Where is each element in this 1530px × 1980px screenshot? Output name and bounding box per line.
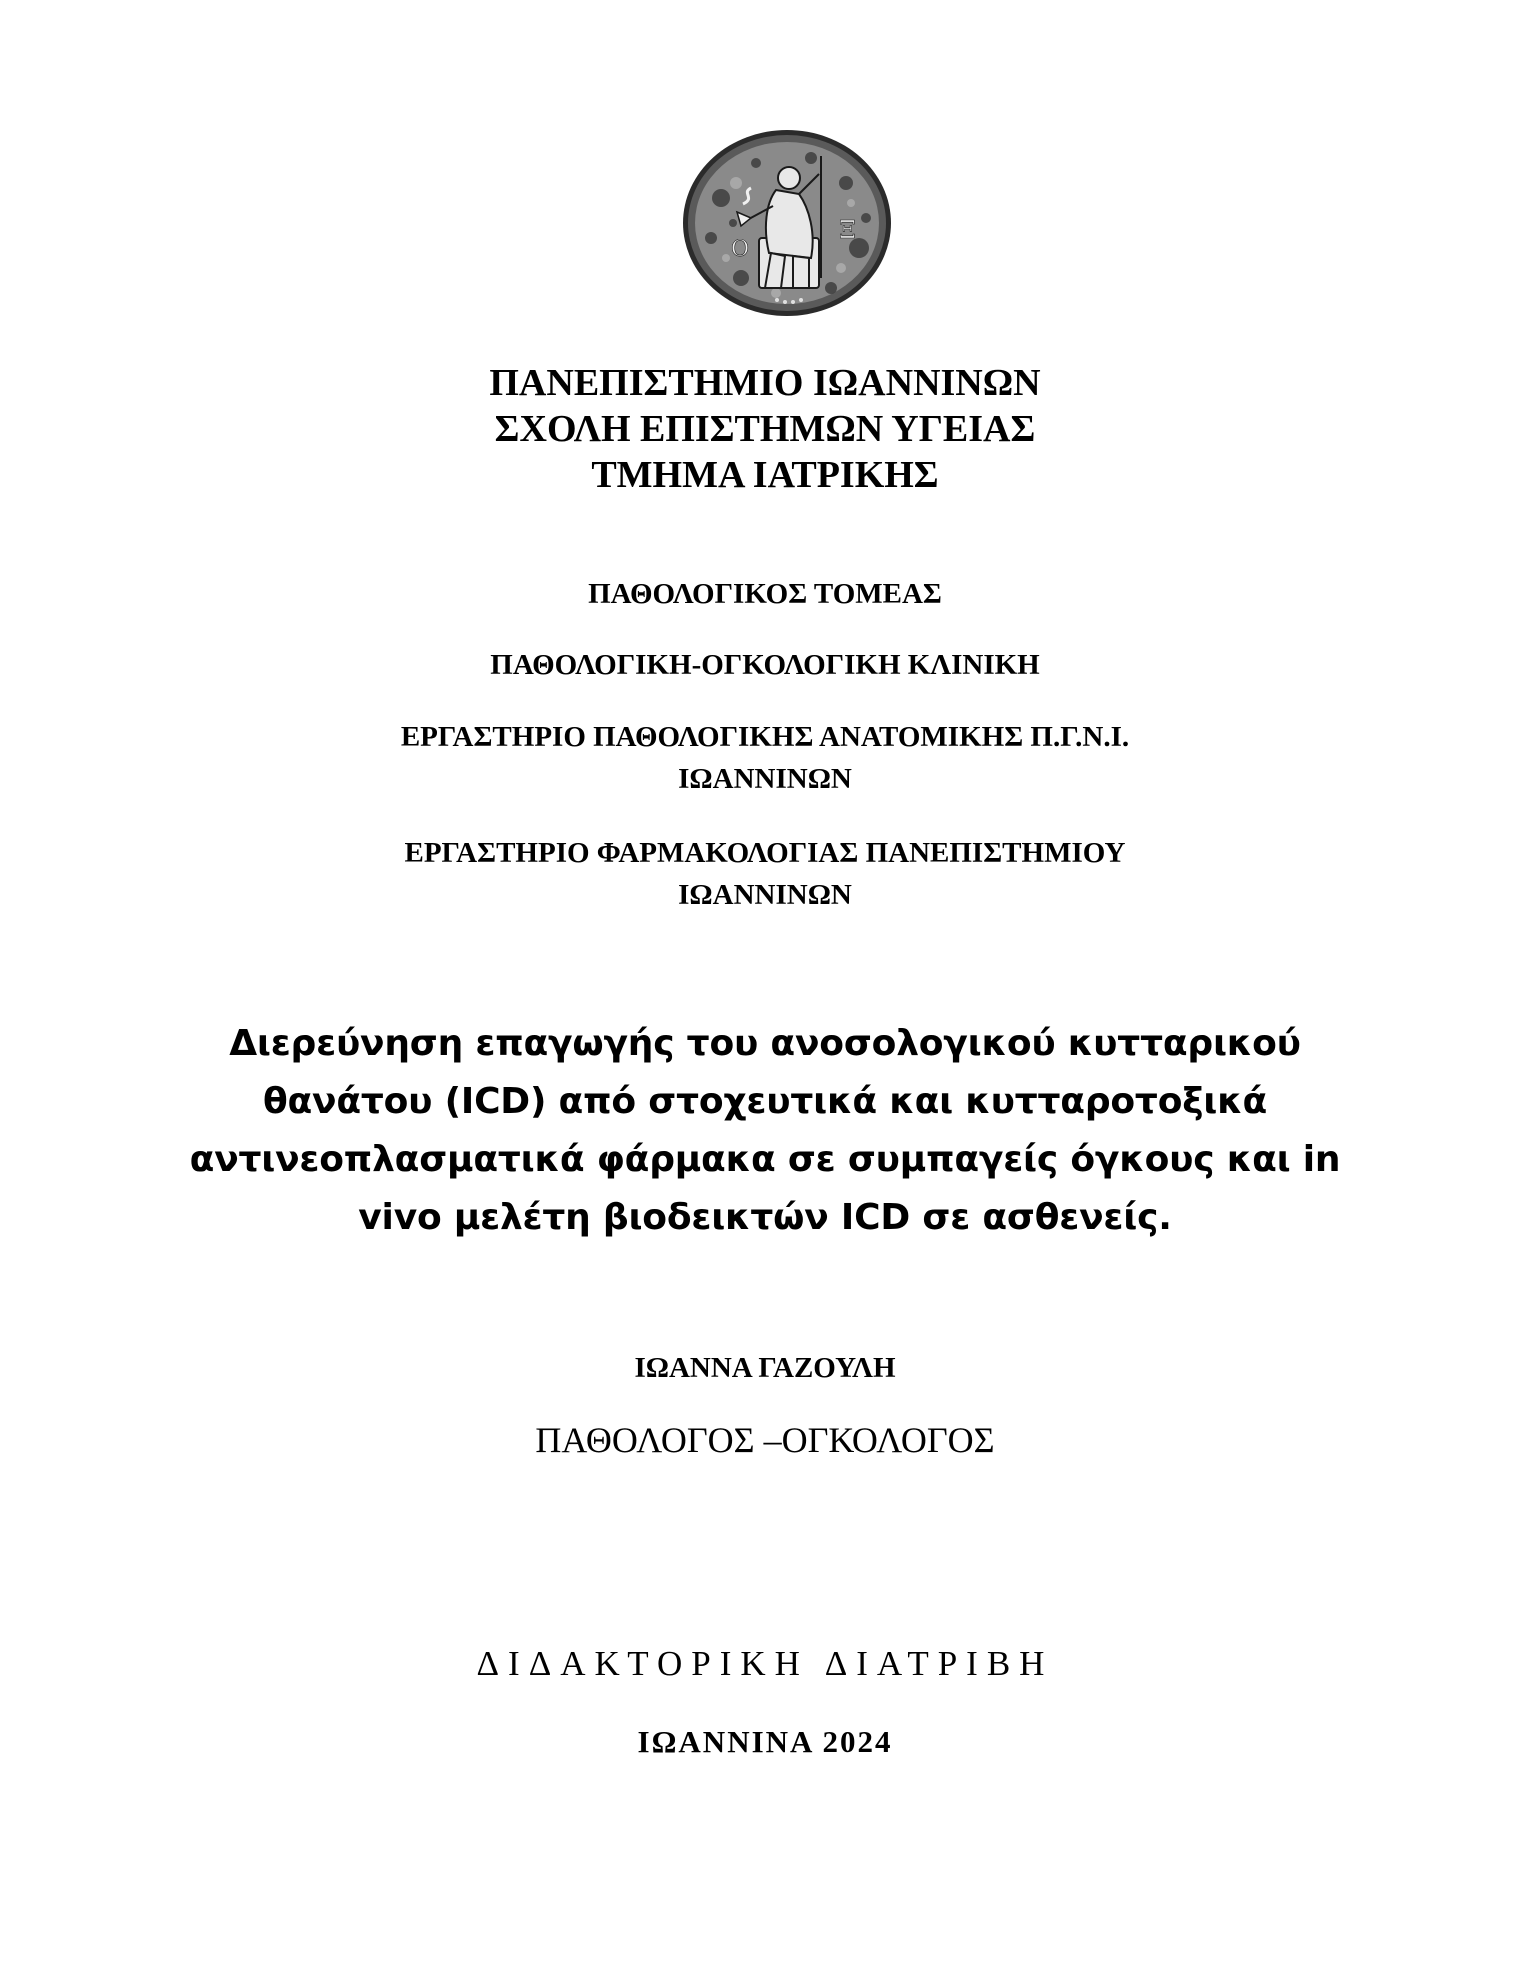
pharmacology-lab-line-2: ΙΩΑΝΝΙΝΩΝ (678, 879, 852, 911)
thesis-title-line-3: αντινεοπλασματικά φάρμακα σε συμπαγείς όγκους και in (189, 1139, 1341, 1180)
school-name: ΣΧΟΛΗ ΕΠΙΣΤΗΜΩΝ ΥΓΕΙΑΣ (494, 408, 1036, 450)
university-header (0, 360, 1530, 498)
svg-text:Ξ: Ξ (839, 216, 856, 244)
svg-text:Ο: Ο (731, 237, 750, 262)
sector-label: ΠΑΘΟΛΟΓΙΚΟΣ ΤΟΜΕΑΣ (588, 578, 942, 610)
clinic-name (0, 644, 1530, 686)
university-name: ΠΑΝΕΠΙΣΤΗΜΙΟ ΙΩΑΝΝΙΝΩΝ (489, 362, 1041, 404)
pathology-lab-line-1: ΕΡΓΑΣΤΗΡΙΟ ΠΑΘΟΛΟΓΙΚΗΣ ΑΝΑΤΟΜΙΚΗΣ Π.Γ.Ν.Ι. (400, 721, 1130, 753)
pathology-lab-line-2: ΙΩΑΝΝΙΝΩΝ (678, 763, 852, 795)
place-and-year: ΙΩΑΝΝΙΝΑ 2024 (637, 1724, 893, 1759)
document-type: ΔΙΔΑΚΤΟΡΙΚΗ ΔΙΑΤΡΙΒΗ (476, 1644, 1054, 1683)
thesis-title-line-2: θανάτου (ICD) από στοχευτικά και κυτταροτοξικά (262, 1081, 1268, 1122)
author-profession: ΠΑΘΟΛΟΓΟΣ –ΟΓΚΟΛΟΓΟΣ (535, 1420, 995, 1460)
sector-name (0, 573, 1530, 615)
pharmacology-lab-name (0, 832, 1530, 916)
thesis-title-line-1: Διερεύνηση επαγωγής του ανοσολογικού κυτταρικού (229, 1023, 1301, 1064)
thesis-title (0, 1015, 1530, 1247)
clinic-label: ΠΑΘΟΛΟΓΙΚΗ-ΟΓΚΟΛΟΓΙΚΗ ΚΛΙΝΙΚΗ (490, 649, 1040, 681)
pharmacology-lab-line-1: ΕΡΓΑΣΤΗΡΙΟ ΦΑΡΜΑΚΟΛΟΓΙΑΣ ΠΑΝΕΠΙΣΤΗΜΙΟΥ (404, 837, 1126, 869)
thesis-title-line-4: vivo μελέτη βιοδεικτών ICD σε ασθενείς. (358, 1197, 1172, 1238)
pathology-lab-name (0, 716, 1530, 800)
ancient-coin-seated-zeus-icon (681, 128, 893, 318)
author-name: ΙΩΑΝΝΑ ΓΑΖΟΥΛΗ (634, 1352, 896, 1384)
department-name: ΤΜΗΜΑ ΙΑΤΡΙΚΗΣ (591, 454, 939, 496)
